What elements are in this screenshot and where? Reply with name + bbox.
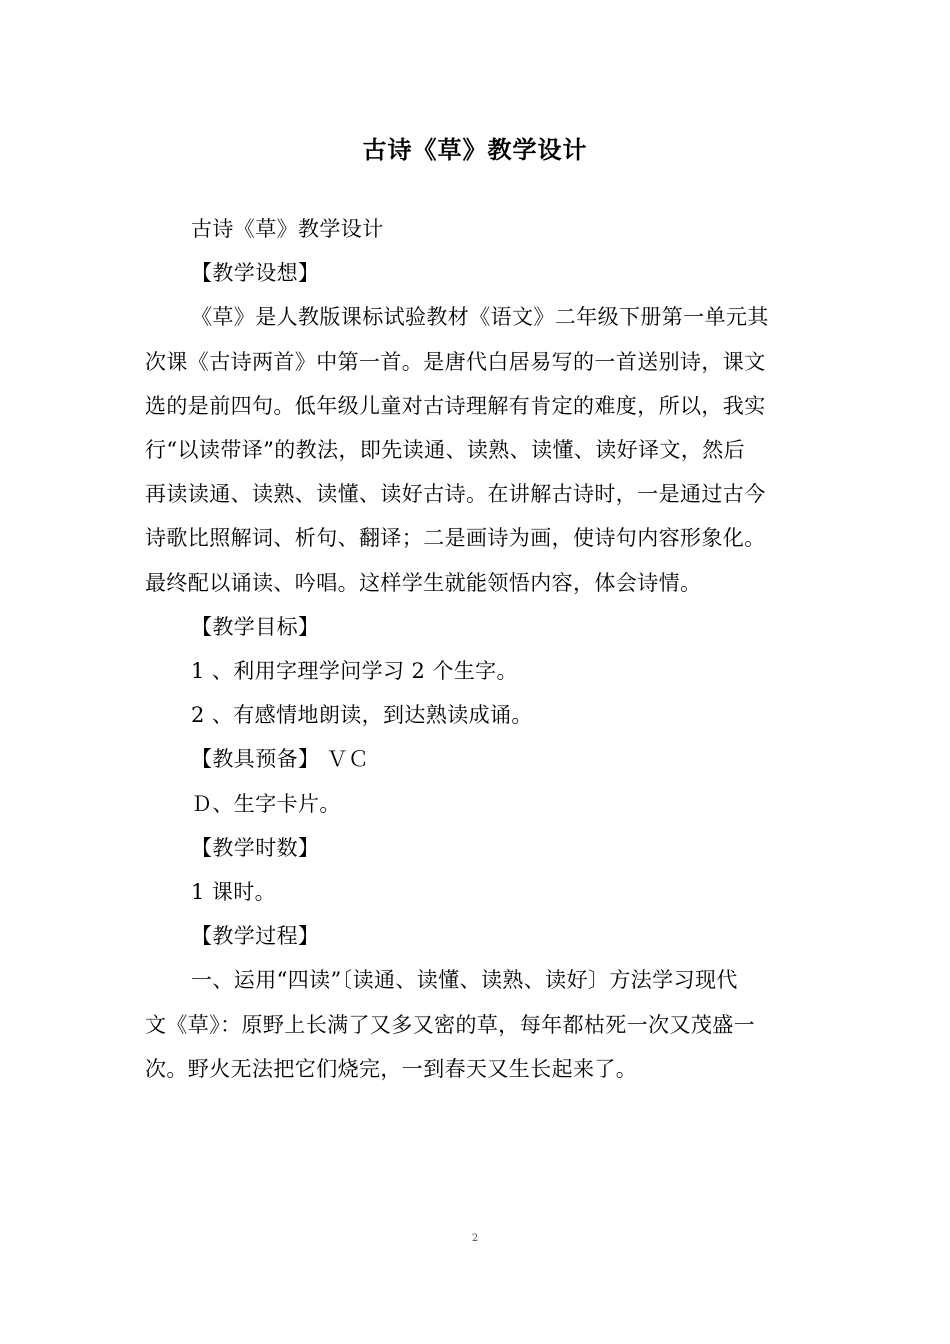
design-paragraph-line-1: 《草》是人教版课标试验教材《语文》二年级下册第一单元其 bbox=[191, 305, 769, 330]
document-title: 古诗《草》教学设计 bbox=[362, 135, 588, 164]
design-paragraph-line-4: 行“以读带译”的教法，即先读通、读熟、读懂、读好译文，然后 bbox=[145, 438, 746, 463]
hours-line: 1 课时。 bbox=[191, 880, 277, 905]
design-paragraph-line-2: 次课《古诗两首》中第一首。是唐代白居易写的一首送别诗，课文 bbox=[145, 349, 766, 374]
page-number: 2 bbox=[471, 1233, 479, 1244]
design-paragraph-line-5: 再读读通、读熟、读懂、读好古诗。在讲解古诗时，一是通过古今 bbox=[145, 482, 766, 507]
subtitle-line: 古诗《草》教学设计 bbox=[191, 217, 384, 241]
design-paragraph-line-6: 诗歌比照解词、析句、翻译；二是画诗为画，使诗句内容形象化。 bbox=[145, 526, 766, 551]
process-paragraph-line-3: 次。野火无法把它们烧完，一到春天又生长起来了。 bbox=[145, 1056, 638, 1081]
goal-item-2: 2 、有感情地朗读，到达熟读成诵。 bbox=[191, 703, 533, 728]
design-heading: 【教学设想】 bbox=[191, 261, 320, 286]
design-paragraph-line-3: 选的是前四句。低年级儿童对古诗理解有肯定的难度，所以，我实 bbox=[145, 393, 766, 418]
goal-item-1: 1 、利用字理学问学习 2 个生字。 bbox=[191, 659, 518, 684]
goals-heading: 【教学目标】 bbox=[191, 614, 320, 639]
tools-line: Ｄ、生字卡片。 bbox=[191, 791, 341, 816]
document-body bbox=[145, 207, 797, 1091]
process-paragraph-line-1: 一、运用“四读”〔读通、读懂、读熟、读好〕方法学习现代 bbox=[191, 968, 738, 993]
process-heading: 【教学过程】 bbox=[191, 924, 320, 949]
hours-heading: 【教学时数】 bbox=[191, 835, 320, 860]
process-paragraph-line-2: 文《草》：原野上长满了又多又密的草，每年都枯死一次又茂盛一 bbox=[145, 1012, 756, 1037]
design-paragraph-line-7: 最终配以诵读、吟唱。这样学生就能领悟内容，体会诗情。 bbox=[145, 570, 702, 595]
tools-heading: 【教具预备】 ＶＣ bbox=[191, 747, 370, 772]
